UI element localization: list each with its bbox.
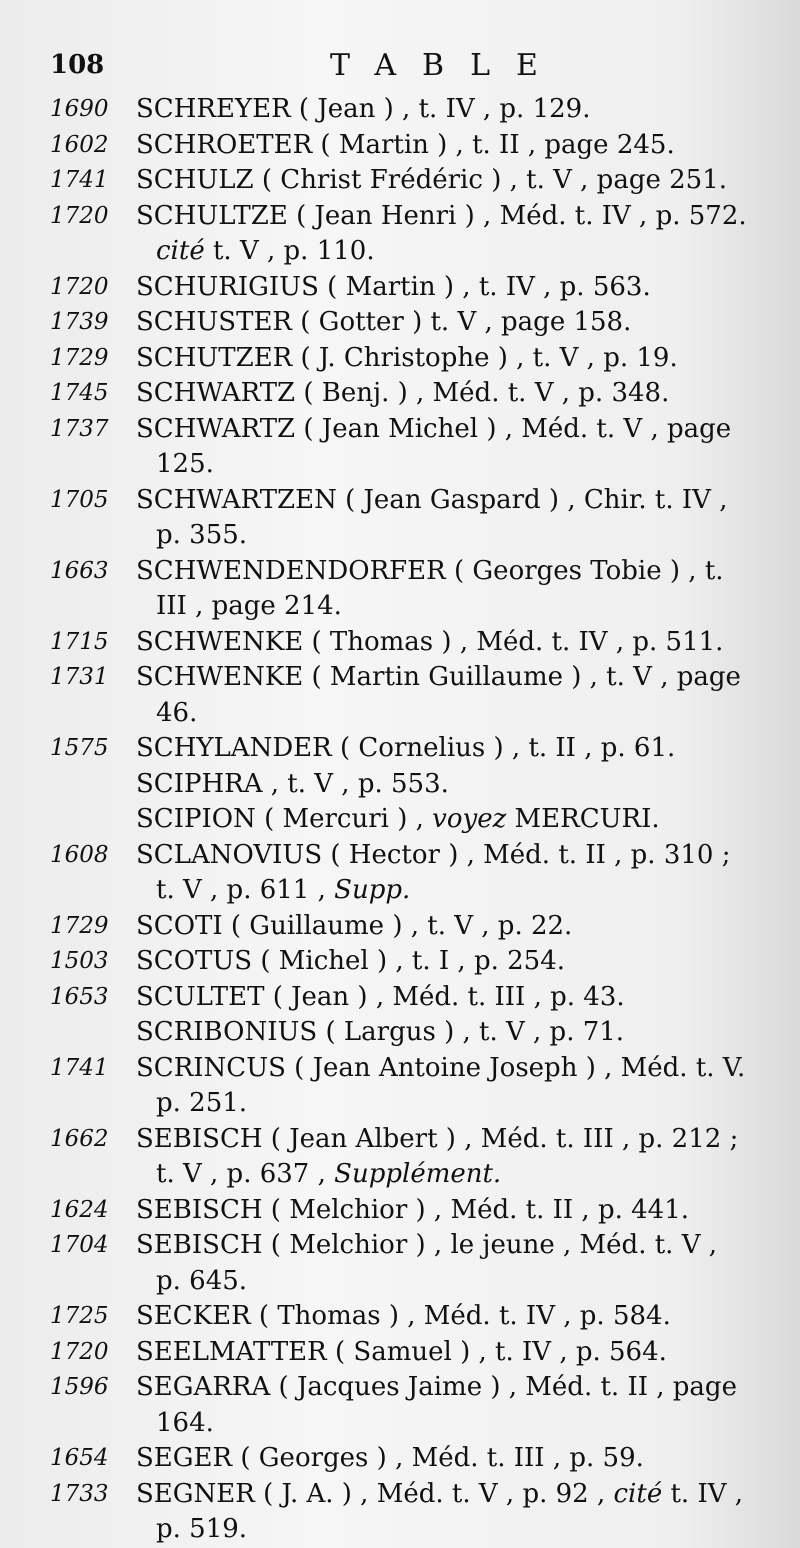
- index-entries: [50, 92, 770, 1548]
- cite-word: cité: [613, 1478, 663, 1509]
- index-entry: [50, 802, 770, 838]
- entry-text: SCHULTZE ( Jean Henri ) , Méd. t. IV , p. 572.: [136, 200, 747, 231]
- index-entry: [50, 944, 770, 980]
- entry-year: 1737: [50, 415, 109, 442]
- entry-continuation: [156, 873, 770, 909]
- entry-year: 1741: [50, 1054, 109, 1081]
- running-title: TABLE: [330, 48, 564, 83]
- entry-year: 1575: [50, 735, 109, 761]
- entry-continuation: p. 251.: [156, 1088, 248, 1118]
- index-entry: [50, 199, 770, 270]
- entry-text: SCRINCUS ( Jean Antoine Joseph ) , Méd. t. V.: [136, 1052, 746, 1083]
- entry-text: SCHROETER ( Martin ) , t. II , page 245.: [136, 129, 675, 160]
- index-entry: [50, 625, 770, 661]
- entry-text: SEGARRA ( Jacques Jaime ) , Méd. t. II , page: [136, 1372, 737, 1402]
- index-entry: [50, 660, 770, 731]
- supplement-word: Supplément.: [334, 1159, 502, 1189]
- index-entry: [50, 1228, 770, 1299]
- entry-year: 1733: [50, 1480, 109, 1507]
- entry-year: 1602: [50, 131, 109, 158]
- entry-text: SCHULZ ( Christ Frédéric ) , t. V , page 251.: [136, 165, 728, 195]
- entry-text: SCHYLANDER ( Cornelius ) , t. II , p. 61.: [136, 733, 676, 763]
- entry-text: SCHWENDENDORFER ( Georges Tobie ) , t.: [136, 555, 724, 586]
- entry-text: SEBISCH ( Jean Albert ) , Méd. t. III , p. 212 ;: [136, 1123, 739, 1154]
- index-entry: [50, 305, 770, 341]
- entry-text: SCHURIGIUS ( Martin ) , t. IV , p. 563.: [136, 271, 651, 302]
- entry-year: 1741: [50, 167, 109, 193]
- entry-text: SEBISCH ( Melchior ) , le jeune , Méd. t. V ,: [136, 1230, 718, 1260]
- index-entry: [50, 980, 770, 1016]
- entry-text: SCHWARTZEN ( Jean Gaspard ) , Chir. t. IV ,: [136, 484, 728, 515]
- entry-year: 1654: [50, 1445, 109, 1471]
- index-entry: [50, 731, 770, 767]
- index-entry: [50, 1441, 770, 1477]
- index-entry: [50, 1122, 770, 1193]
- entry-text: SCHWARTZ ( Jean Michel ) , Méd. t. V , page: [136, 413, 732, 444]
- entry-year: 1720: [50, 202, 109, 229]
- entry-continuation: 164.: [156, 1407, 214, 1438]
- entry-continuation: p. 519.: [156, 1514, 248, 1544]
- entry-continuation: [156, 1157, 770, 1193]
- index-entry: [50, 412, 770, 483]
- entry-text: SEGER ( Georges ) , Méd. t. III , p. 59.: [136, 1443, 644, 1473]
- voyez-word: voyez: [432, 804, 507, 834]
- page-header: [50, 48, 790, 88]
- entry-year: 1608: [50, 841, 109, 868]
- entry-text: [136, 1477, 770, 1513]
- page-number: 108: [50, 50, 105, 80]
- entry-year: 1745: [50, 380, 109, 406]
- entry-year: 1704: [50, 1232, 109, 1258]
- entry-year: 1739: [50, 309, 109, 335]
- entry-text: SCOTI ( Guillaume ) , t. V , p. 22.: [136, 910, 573, 941]
- entry-text: SCHREYER ( Jean ) , t. IV , p. 129.: [136, 94, 591, 124]
- entry-year: 1653: [50, 983, 109, 1010]
- entry-main: SEGNER ( J. A. ) , Méd. t. V , p. 92 ,: [136, 1478, 606, 1509]
- index-entry: [50, 1051, 770, 1122]
- entry-year: 1503: [50, 948, 109, 974]
- entry-year: 1731: [50, 664, 109, 690]
- index-entry: [50, 483, 770, 554]
- entry-text: SCOTUS ( Michel ) , t. I , p. 254.: [136, 946, 566, 976]
- continuation-text: t. V , p. 637 ,: [156, 1159, 326, 1189]
- entry-year: 1729: [50, 344, 109, 371]
- entry-text: SEELMATTER ( Samuel ) , t. IV , p. 564.: [136, 1336, 667, 1367]
- entry-text: SCRIBONIUS ( Largus ) , t. V , p. 71.: [136, 1017, 625, 1047]
- entry-continuation: 46.: [156, 697, 198, 728]
- index-entry: [50, 1477, 770, 1548]
- entry-text: SEBISCH ( Melchior ) , Méd. t. II , p. 441.: [136, 1194, 690, 1225]
- entry-year: 1662: [50, 1125, 109, 1152]
- entry-text: SCLANOVIUS ( Hector ) , Méd. t. II , p. 310 ;: [136, 839, 731, 870]
- entry-text: SCULTET ( Jean ) , Méd. t. III , p. 43.: [136, 981, 625, 1012]
- entry-continuation: III , page 214.: [156, 591, 342, 621]
- entry-text: SCHUSTER ( Gotter ) t. V , page 158.: [136, 307, 632, 337]
- entry-text: SCHUTZER ( J. Christophe ) , t. V , p. 19.: [136, 342, 678, 373]
- entry-year: 1596: [50, 1374, 109, 1400]
- index-entry: [50, 341, 770, 377]
- cite-word: cité: [156, 236, 205, 266]
- entry-year: 1690: [50, 96, 109, 122]
- entry-year: 1720: [50, 1338, 109, 1365]
- index-entry: [50, 128, 770, 164]
- continuation-text: t. V , p. 611 ,: [156, 875, 326, 905]
- index-entry: [50, 1335, 770, 1371]
- entry-year: 1663: [50, 557, 109, 584]
- entry-continuation: [156, 234, 770, 270]
- entry-continuation: p. 645.: [156, 1265, 248, 1296]
- entry-text: SCIPHRA , t. V , p. 553.: [136, 768, 449, 799]
- entry-continuation: p. 355.: [156, 520, 248, 550]
- entry-text: SECKER ( Thomas ) , Méd. t. IV , p. 584.: [136, 1301, 671, 1331]
- entry-text: SCHWENKE ( Martin Guillaume ) , t. V , page: [136, 662, 741, 692]
- index-entry: [50, 1370, 770, 1441]
- entry-year: 1720: [50, 273, 109, 300]
- entry-year: 1725: [50, 1303, 109, 1329]
- cite-ref: t. V , p. 110.: [204, 236, 375, 266]
- entry-year: 1715: [50, 628, 109, 655]
- entry-year: 1729: [50, 912, 109, 939]
- entry-continuation: 125.: [156, 449, 214, 479]
- index-entry: [50, 92, 770, 128]
- entry-main: SCIPION ( Mercuri ) ,: [136, 804, 424, 834]
- entry-year: 1624: [50, 1196, 109, 1223]
- index-entry: [50, 163, 770, 199]
- index-entry: [50, 767, 770, 803]
- entry-text: SCHWENKE ( Thomas ) , Méd. t. IV , p. 511.: [136, 626, 724, 657]
- entry-year: 1705: [50, 486, 109, 513]
- index-entry: [50, 1015, 770, 1051]
- supplement-word: Supp.: [334, 875, 411, 905]
- cite-ref: t. IV ,: [662, 1478, 744, 1509]
- entry-text: [136, 802, 770, 838]
- index-entry: [50, 554, 770, 625]
- index-entry: [50, 838, 770, 909]
- entry-text: SCHWARTZ ( Benj. ) , Méd. t. V , p. 348.: [136, 378, 670, 408]
- index-entry: [50, 376, 770, 412]
- cross-ref: MERCURI.: [506, 804, 660, 834]
- index-entry: [50, 1299, 770, 1335]
- index-entry: [50, 1193, 770, 1229]
- index-entry: [50, 270, 770, 306]
- index-entry: [50, 909, 770, 945]
